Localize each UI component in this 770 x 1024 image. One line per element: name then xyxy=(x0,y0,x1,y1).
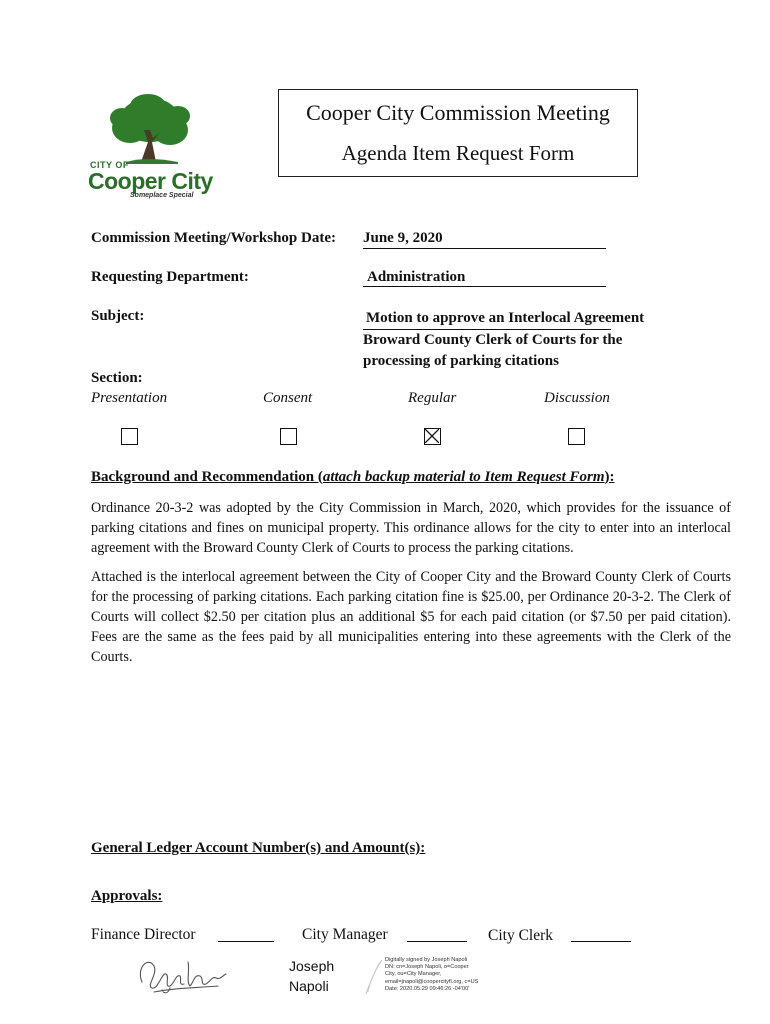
logo-tagline: Someplace Special xyxy=(130,192,194,199)
city-logo xyxy=(86,90,213,202)
subject-line-3: processing of parking citations xyxy=(363,353,559,369)
background-paragraph-2: Attached is the interlocal agreement between the City of Cooper City and the Broward County Clerk of Courts for the processing of parking citations. Each parking citation fine is $25.00, per Ordinance 20-3-2. The Clerk of Courts will collect $2.50 per citation plus an additional $5 for each paid citation (or $7.50 per paid citation). Fees are the same as the fees paid by all municipalities entering into these agreements with the Clerk of the Courts. xyxy=(91,569,731,665)
regular-checkbox[interactable] xyxy=(424,428,441,445)
background-heading-prefix: Background and Recommendation ( xyxy=(91,469,323,485)
digital-sig-line: Date: 2020.05.29 09:46:26 -04'00' xyxy=(385,985,470,992)
digital-signature-details xyxy=(385,957,478,993)
subject-value xyxy=(363,308,645,372)
digital-signature-mark-icon xyxy=(362,958,384,996)
subject-line-2: Broward County Clerk of Courts for the xyxy=(363,332,623,348)
meeting-date-value: June 9, 2020 xyxy=(363,230,606,249)
consent-checkbox[interactable] xyxy=(280,428,297,445)
department-label: Requesting Department: xyxy=(91,269,249,285)
form-title: Cooper City Commission Meeting xyxy=(306,100,610,125)
finance-director-signature xyxy=(134,952,230,996)
subject-label: Subject: xyxy=(91,308,145,324)
checkmark-x-icon xyxy=(425,429,439,443)
section-option-regular: Regular xyxy=(408,390,457,406)
digital-sig-line: DN: cn=Joseph Napoli, o=Cooper xyxy=(385,964,469,971)
background-heading xyxy=(91,469,615,486)
section-option-discussion: Discussion xyxy=(544,390,610,406)
digital-sig-line: Digitally signed by Joseph Napoli xyxy=(385,957,468,963)
city-manager-label: City Manager xyxy=(302,926,388,943)
city-clerk-label: City Clerk xyxy=(488,927,554,944)
city-clerk-signature-line[interactable] xyxy=(571,941,631,942)
meeting-date-label: Commission Meeting/Workshop Date: xyxy=(91,230,336,246)
section-option-consent: Consent xyxy=(263,390,313,406)
city-manager-signature-line[interactable] xyxy=(407,941,467,942)
ledger-heading: General Ledger Account Number(s) and Amount(s): xyxy=(91,840,426,856)
form-subtitle: Agenda Item Request Form xyxy=(341,141,575,165)
discussion-checkbox[interactable] xyxy=(568,428,585,445)
section-label: Section: xyxy=(91,370,143,386)
signer-name xyxy=(289,956,334,996)
signer-first-name: Joseph xyxy=(289,958,335,974)
signer-last-name: Napoli xyxy=(289,978,329,994)
section-option-presentation: Presentation xyxy=(91,390,168,406)
background-heading-note: attach backup material to Item Request Form xyxy=(322,469,605,485)
digital-sig-line: email=jnapoli@coopercityfl.org, c=US xyxy=(385,978,479,985)
finance-director-label: Finance Director xyxy=(91,926,196,943)
presentation-checkbox[interactable] xyxy=(121,428,138,445)
approvals-heading: Approvals: xyxy=(91,888,163,904)
logo-city-name: Cooper City xyxy=(88,168,213,194)
department-value: Administration xyxy=(363,269,606,287)
form-title-box xyxy=(278,89,638,177)
logo-city-of: CITY OF xyxy=(90,160,129,170)
background-paragraph-1: Ordinance 20-3-2 was adopted by the City Commission in March, 2020, which provides for the issuance of parking citations and fines on municipal property. This ordinance allows for the city to enter into an interlocal agreement with the Broward County Clerk of Courts to process the parking citations. xyxy=(91,500,731,556)
subject-line-1: Motion to approve an Interlocal Agreement xyxy=(363,308,611,330)
digital-sig-line: City, ou=City Manager, xyxy=(385,971,442,978)
background-heading-suffix: ): xyxy=(604,469,615,485)
finance-director-signature-line[interactable] xyxy=(218,941,274,942)
